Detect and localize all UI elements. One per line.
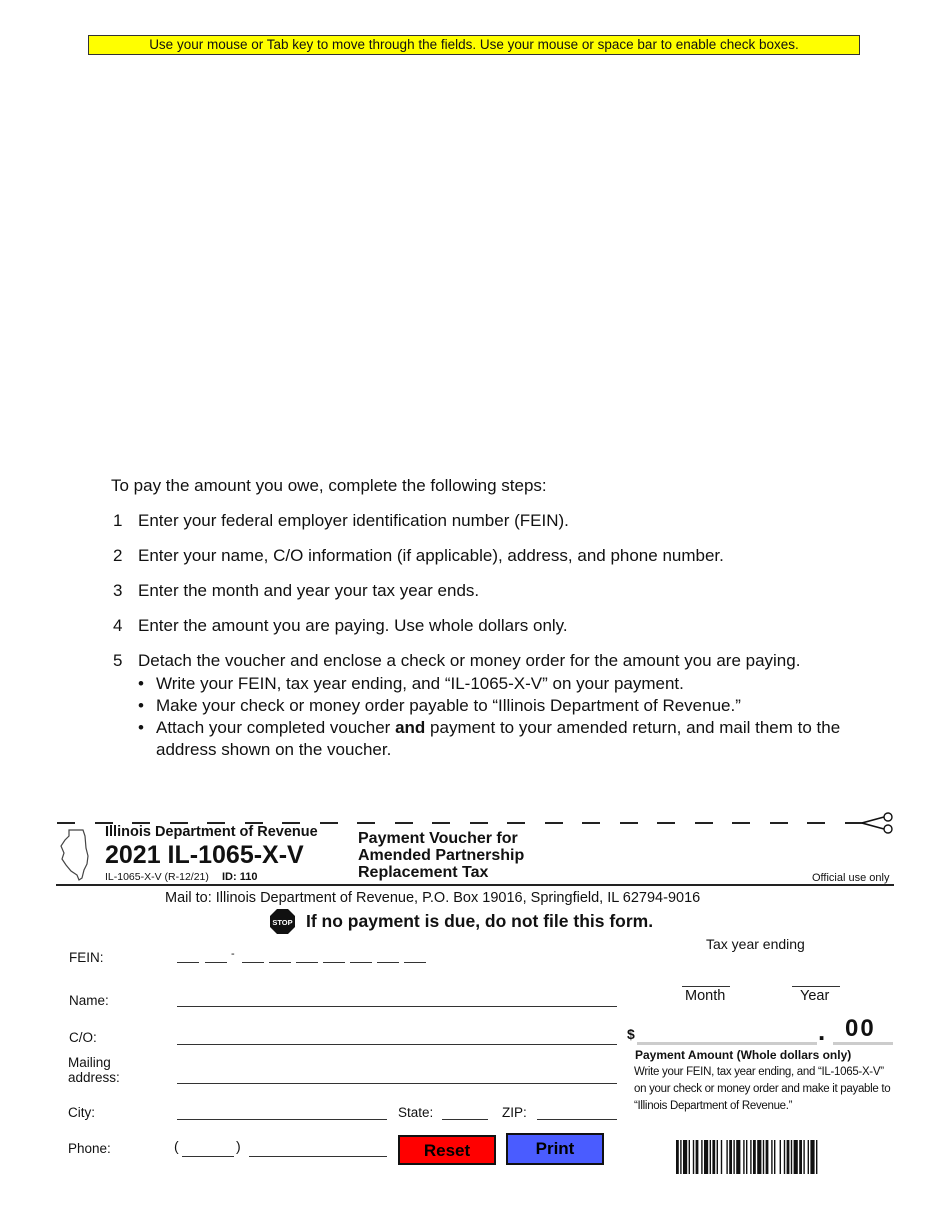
year-label: Year xyxy=(800,988,830,1004)
barcode-bar xyxy=(726,1140,727,1174)
cut-line-dash xyxy=(432,822,450,824)
barcode-bar xyxy=(750,1140,751,1174)
fein-digit-line xyxy=(296,962,318,963)
stop-sign-icon xyxy=(269,908,296,935)
address-field[interactable] xyxy=(177,1083,617,1084)
barcode-bar xyxy=(680,1140,681,1174)
mailing-label: Mailing xyxy=(68,1055,111,1070)
fein-digit-line xyxy=(177,962,199,963)
payment-amount-field[interactable] xyxy=(637,1042,817,1045)
barcode-bar xyxy=(710,1140,711,1174)
cut-line-dash xyxy=(695,822,713,824)
barcode-bar xyxy=(712,1140,715,1174)
fein-digit-line xyxy=(242,962,264,963)
barcode-bar xyxy=(794,1140,798,1174)
step-number: 2 xyxy=(113,546,123,565)
phone-label: Phone: xyxy=(68,1141,111,1156)
barcode-bar xyxy=(784,1140,785,1174)
mail-to-address: Mail to: Illinois Department of Revenue, P.O. Box 19016, Springfield, IL 62794-9016 xyxy=(165,890,701,906)
cut-line-dash xyxy=(545,822,563,824)
cut-line-dash xyxy=(845,822,863,824)
bullet-icon: • xyxy=(138,674,144,693)
payment-instructions: Write your FEIN, tax year ending, and “IL-1065-X-V” on your check or money order and make it payable to “Illinois Department of Revenue.” xyxy=(634,1066,891,1112)
phone-number-field[interactable] xyxy=(249,1156,387,1157)
year-field[interactable] xyxy=(792,986,840,987)
month-field[interactable] xyxy=(682,986,730,987)
cut-line-dash xyxy=(507,822,525,824)
barcode xyxy=(676,1140,870,1174)
barcode-bar xyxy=(763,1140,764,1174)
voucher-subtitle-1: Payment Voucher for xyxy=(358,830,518,847)
fein-digit-line xyxy=(377,962,399,963)
cut-line-dash xyxy=(807,822,825,824)
barcode-bar xyxy=(736,1140,740,1174)
decimal-point: . xyxy=(818,1016,826,1046)
tax-year-ending-label: Tax year ending xyxy=(706,936,805,952)
co-label: C/O: xyxy=(69,1030,97,1045)
step-number: 4 xyxy=(113,616,123,635)
print-button[interactable]: Print xyxy=(506,1133,604,1165)
dollar-sign: $ xyxy=(627,1026,635,1042)
barcode-bar xyxy=(696,1140,699,1174)
month-label: Month xyxy=(685,988,726,1004)
step-text: Enter your federal employer identification number (FEIN). xyxy=(138,511,569,530)
barcode-bar xyxy=(810,1140,814,1174)
barcode-bar xyxy=(780,1140,781,1174)
bullet-icon: • xyxy=(138,718,144,737)
cut-line-dash xyxy=(57,822,75,824)
barcode-bar xyxy=(803,1140,804,1174)
instructions-intro: To pay the amount you owe, complete the following steps: xyxy=(111,476,547,495)
barcode-bar xyxy=(787,1140,790,1174)
scissors-icon xyxy=(862,812,894,834)
phone-area-code-field[interactable] xyxy=(182,1156,234,1157)
cut-line-dash xyxy=(470,822,488,824)
illinois-outline-icon xyxy=(57,828,93,882)
cents-value: 00 xyxy=(845,1015,876,1042)
voucher-subtitle-3: Replacement Tax xyxy=(358,864,489,881)
state-field[interactable] xyxy=(442,1119,488,1120)
barcode-bar xyxy=(721,1140,722,1174)
cut-line-dash xyxy=(732,822,750,824)
barcode-bar xyxy=(729,1140,732,1174)
barcode-bar xyxy=(693,1140,694,1174)
co-field[interactable] xyxy=(177,1044,617,1045)
barcode-bar xyxy=(791,1140,792,1174)
fein-digit-line xyxy=(205,962,227,963)
step-number: 5 xyxy=(113,651,123,670)
form-title: 2021 IL-1065-X-V xyxy=(105,841,304,869)
barcode-bar xyxy=(766,1140,769,1174)
phone-close-paren: ) xyxy=(236,1138,241,1154)
barcode-bar xyxy=(816,1140,817,1174)
barcode-bar xyxy=(808,1140,809,1174)
cut-line-dash xyxy=(320,822,338,824)
name-label: Name: xyxy=(69,993,109,1008)
barcode-bar xyxy=(757,1140,761,1174)
cut-line-dash xyxy=(395,822,413,824)
barcode-bar xyxy=(771,1140,772,1174)
city-label: City: xyxy=(68,1105,95,1120)
cut-line-dash xyxy=(657,822,675,824)
fein-digit-line xyxy=(404,962,426,963)
instruction-banner: Use your mouse or Tab key to move through the fields. Use your mouse or space bar to enable check boxes. xyxy=(88,35,860,55)
cut-line-dash xyxy=(770,822,788,824)
barcode-bar xyxy=(753,1140,756,1174)
agency-name: Illinois Department of Revenue xyxy=(105,824,318,840)
fein-digit-line xyxy=(350,962,372,963)
city-field[interactable] xyxy=(177,1119,387,1120)
zip-field[interactable] xyxy=(537,1119,617,1120)
cut-line-dash xyxy=(357,822,375,824)
voucher-subtitle-2: Amended Partnership xyxy=(358,847,525,864)
fein-digit-line xyxy=(269,962,291,963)
barcode-bar xyxy=(683,1140,687,1174)
fein-digit-line xyxy=(323,962,345,963)
official-use-label: Official use only xyxy=(812,872,890,884)
step-number: 1 xyxy=(113,511,123,530)
zip-label: ZIP: xyxy=(502,1105,527,1120)
reset-button[interactable]: Reset xyxy=(398,1135,496,1165)
phone-open-paren: ( xyxy=(174,1138,179,1154)
address-label: address: xyxy=(68,1070,120,1085)
barcode-bar xyxy=(799,1140,802,1174)
step-number: 3 xyxy=(113,581,123,600)
barcode-bar xyxy=(689,1140,690,1174)
state-label: State: xyxy=(398,1105,434,1120)
step-text: Enter the amount you are paying. Use whole dollars only. xyxy=(138,616,568,635)
step-text: Detach the voucher and enclose a check or money order for the amount you are paying. xyxy=(138,651,801,670)
barcode-bar xyxy=(701,1140,702,1174)
fein-label: FEIN: xyxy=(69,950,104,965)
step-text: Enter the month and year your tax year ends. xyxy=(138,581,480,600)
barcode-bar xyxy=(733,1140,734,1174)
barcode-bar xyxy=(743,1140,744,1174)
header-divider xyxy=(56,884,894,886)
form-id: ID: 110 xyxy=(222,871,258,883)
barcode-bar xyxy=(717,1140,718,1174)
form-code: IL-1065-X-V (R-12/21) xyxy=(105,871,209,883)
barcode-bar xyxy=(704,1140,708,1174)
cut-line-dash xyxy=(620,822,638,824)
step-text: Enter your name, C/O information (if applicable), address, and phone number. xyxy=(138,546,724,565)
name-field[interactable] xyxy=(177,1006,617,1007)
cut-line-dash xyxy=(582,822,600,824)
fein-dash: - xyxy=(231,948,235,960)
svg-text:STOP: STOP xyxy=(272,918,293,927)
no-payment-warning: If no payment is due, do not file this form. xyxy=(306,911,654,931)
bullet-icon: • xyxy=(138,696,144,715)
barcode-bar xyxy=(746,1140,747,1174)
barcode-bar xyxy=(676,1140,679,1174)
payment-amount-label: Payment Amount (Whole dollars only) xyxy=(635,1048,852,1062)
barcode-bar xyxy=(774,1140,775,1174)
